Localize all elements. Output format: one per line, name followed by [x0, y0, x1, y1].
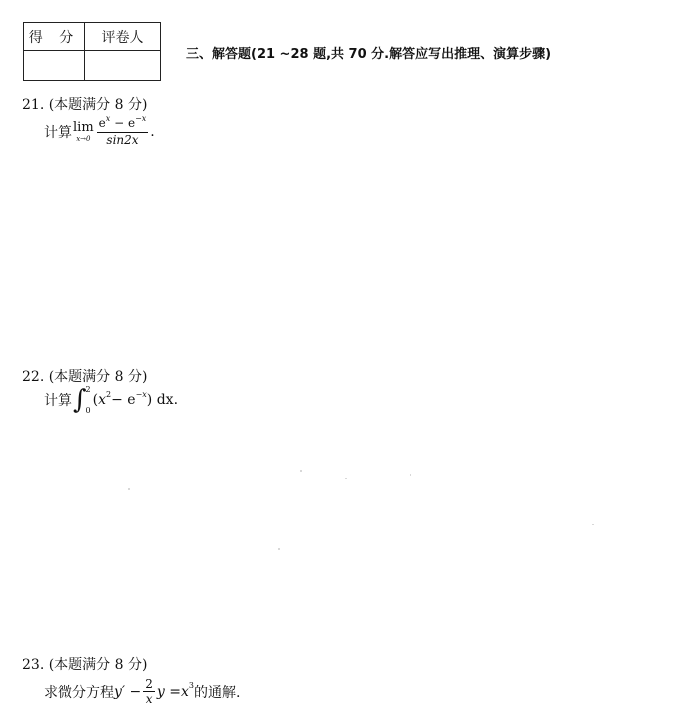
- equation-x-var: x: [181, 683, 189, 700]
- grader-header-cell: 评卷人: [85, 23, 161, 51]
- grader-entry-cell[interactable]: [85, 51, 161, 81]
- question-21-body: [44, 116, 155, 147]
- scan-speck: [300, 470, 302, 472]
- fraction-numerator: [97, 116, 149, 132]
- question-23-prefix: 求微分方程: [44, 684, 114, 701]
- question-21-suffix: .: [150, 123, 155, 140]
- question-23-suffix: 的通解.: [194, 684, 241, 701]
- question-22-prefix: 计算: [44, 393, 72, 409]
- numerator-minus: −: [110, 116, 128, 130]
- numerator-exponent-1: x: [105, 114, 111, 123]
- integral-sign: ∫: [73, 385, 87, 415]
- question-23-header: 23. (本题满分 8 分): [22, 657, 148, 673]
- limit-word: lim: [73, 119, 94, 135]
- equation-fraction-numerator: 2: [145, 677, 153, 691]
- limit-subscript: x→0: [76, 134, 91, 143]
- section-heading: 三、解答题(21 ~28 题,共 70 分.解答应写出推理、演算步骤): [186, 47, 552, 62]
- scan-speck: [410, 474, 411, 476]
- question-21-header: 21. (本题满分 8 分): [22, 97, 148, 113]
- limit-fraction: [97, 116, 149, 147]
- equation-fraction-denominator: x: [145, 692, 153, 706]
- scan-speck: [128, 488, 130, 490]
- integrand-exponent-1: 2: [106, 389, 112, 399]
- integral-operator: [73, 385, 91, 415]
- score-table: [23, 22, 161, 81]
- question-22-header: 22. (本题满分 8 分): [22, 369, 148, 385]
- equation-exponent: 3: [188, 681, 195, 690]
- score-header-cell: 得 分: [24, 23, 85, 51]
- scan-speck: [592, 524, 594, 525]
- question-23-body: [44, 677, 240, 706]
- score-table-header-row: [24, 23, 161, 51]
- integral-upper-limit: 2: [85, 385, 91, 394]
- integral-lower-limit: 0: [85, 406, 91, 415]
- equation-fraction: [143, 677, 155, 706]
- integrand-close: ) dx.: [146, 392, 179, 408]
- question-22-body: [44, 385, 178, 415]
- limit-operator: [73, 121, 94, 143]
- scan-speck: [278, 548, 280, 550]
- score-entry-cell[interactable]: [24, 51, 85, 81]
- fraction-denominator: sin2x: [106, 133, 139, 147]
- numerator-base-2: e: [127, 116, 136, 130]
- equation-y-prime: y′ −: [114, 683, 142, 700]
- integrand-exponent-2: −x: [135, 389, 147, 399]
- integrand-open-paren: (: [92, 392, 99, 408]
- numerator-exponent-2: −x: [135, 114, 147, 123]
- numerator-base-1: e: [98, 116, 106, 130]
- integrand-minus-e: − e: [111, 392, 136, 408]
- integrand-variable: x: [98, 392, 107, 408]
- integral-limits: [86, 385, 91, 415]
- score-table-entry-row: [24, 51, 161, 81]
- scan-speck: [345, 478, 347, 479]
- question-21-prefix: 计算: [44, 124, 72, 141]
- equation-y-rest: y =: [156, 683, 182, 700]
